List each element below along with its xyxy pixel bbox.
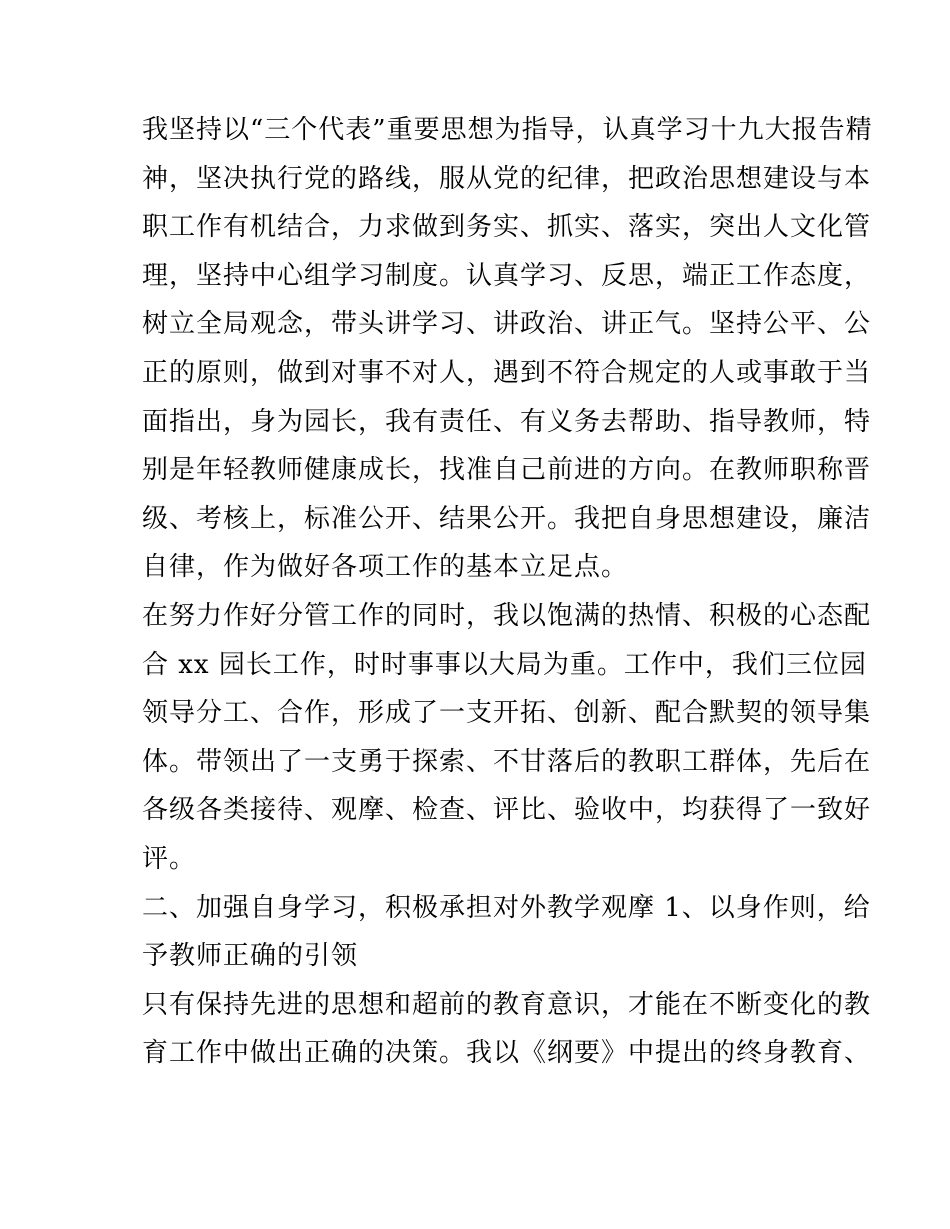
text-line: 合 xx 园长工作，时时事事以大局为重。工作中，我们三位园 (142, 649, 867, 680)
text-line: 正的原则，做到对事不对人，遇到不符合规定的人或事敢于当 (142, 357, 872, 388)
text-line: 领导分工、合作，形成了一支开拓、创新、配合默契的领导集 (142, 698, 872, 729)
text-line: 神，坚决执行党的路线，服从党的纪律，把政治思想建设与本 (142, 163, 872, 194)
text-line: 自律，作为做好各项工作的基本立足点。 (142, 552, 629, 583)
text-line: 各级各类接待、观摩、检查、评比、验收中，均获得了一致好 (142, 795, 872, 826)
text-line: 在努力作好分管工作的同时，我以饱满的热情、积极的心态配 (142, 600, 872, 631)
section-heading-line: 予教师正确的引领 (142, 941, 359, 972)
text-line: 评。 (142, 843, 197, 874)
text-line: 面指出，身为园长，我有责任、有义务去帮助、指导教师，特 (142, 406, 872, 437)
text-line: 体。带领出了一支勇于探索、不甘落后的教职工群体，先后在 (142, 746, 872, 777)
text-line: 只有保持先进的思想和超前的教育意识，才能在不断变化的教 (142, 989, 872, 1020)
text-line: 我坚持以“三个代表”重要思想为指导，认真学习十九大报告精 (142, 115, 873, 145)
text-line: 理，坚持中心组学习制度。认真学习、反思，端正工作态度， (142, 260, 872, 291)
text-line: 级、考核上，标准公开、结果公开。我把自身思想建设，廉洁 (142, 503, 872, 534)
section-heading-line: 二、加强自身学习，积极承担对外教学观摩 1、以身作则，给 (142, 892, 871, 923)
text-line: 育工作中做出正确的决策。我以《纲要》中提出的终身教育、 (142, 1038, 872, 1069)
text-line: 别是年轻教师健康成长，找准自己前进的方向。在教师职称晋 (142, 455, 872, 486)
text-line: 职工作有机结合，力求做到务实、抓实、落实，突出人文化管 (142, 212, 872, 243)
text-line: 树立全局观念，带头讲学习、讲政治、讲正气。坚持公平、公 (142, 309, 872, 340)
body-text (142, 106, 873, 1078)
